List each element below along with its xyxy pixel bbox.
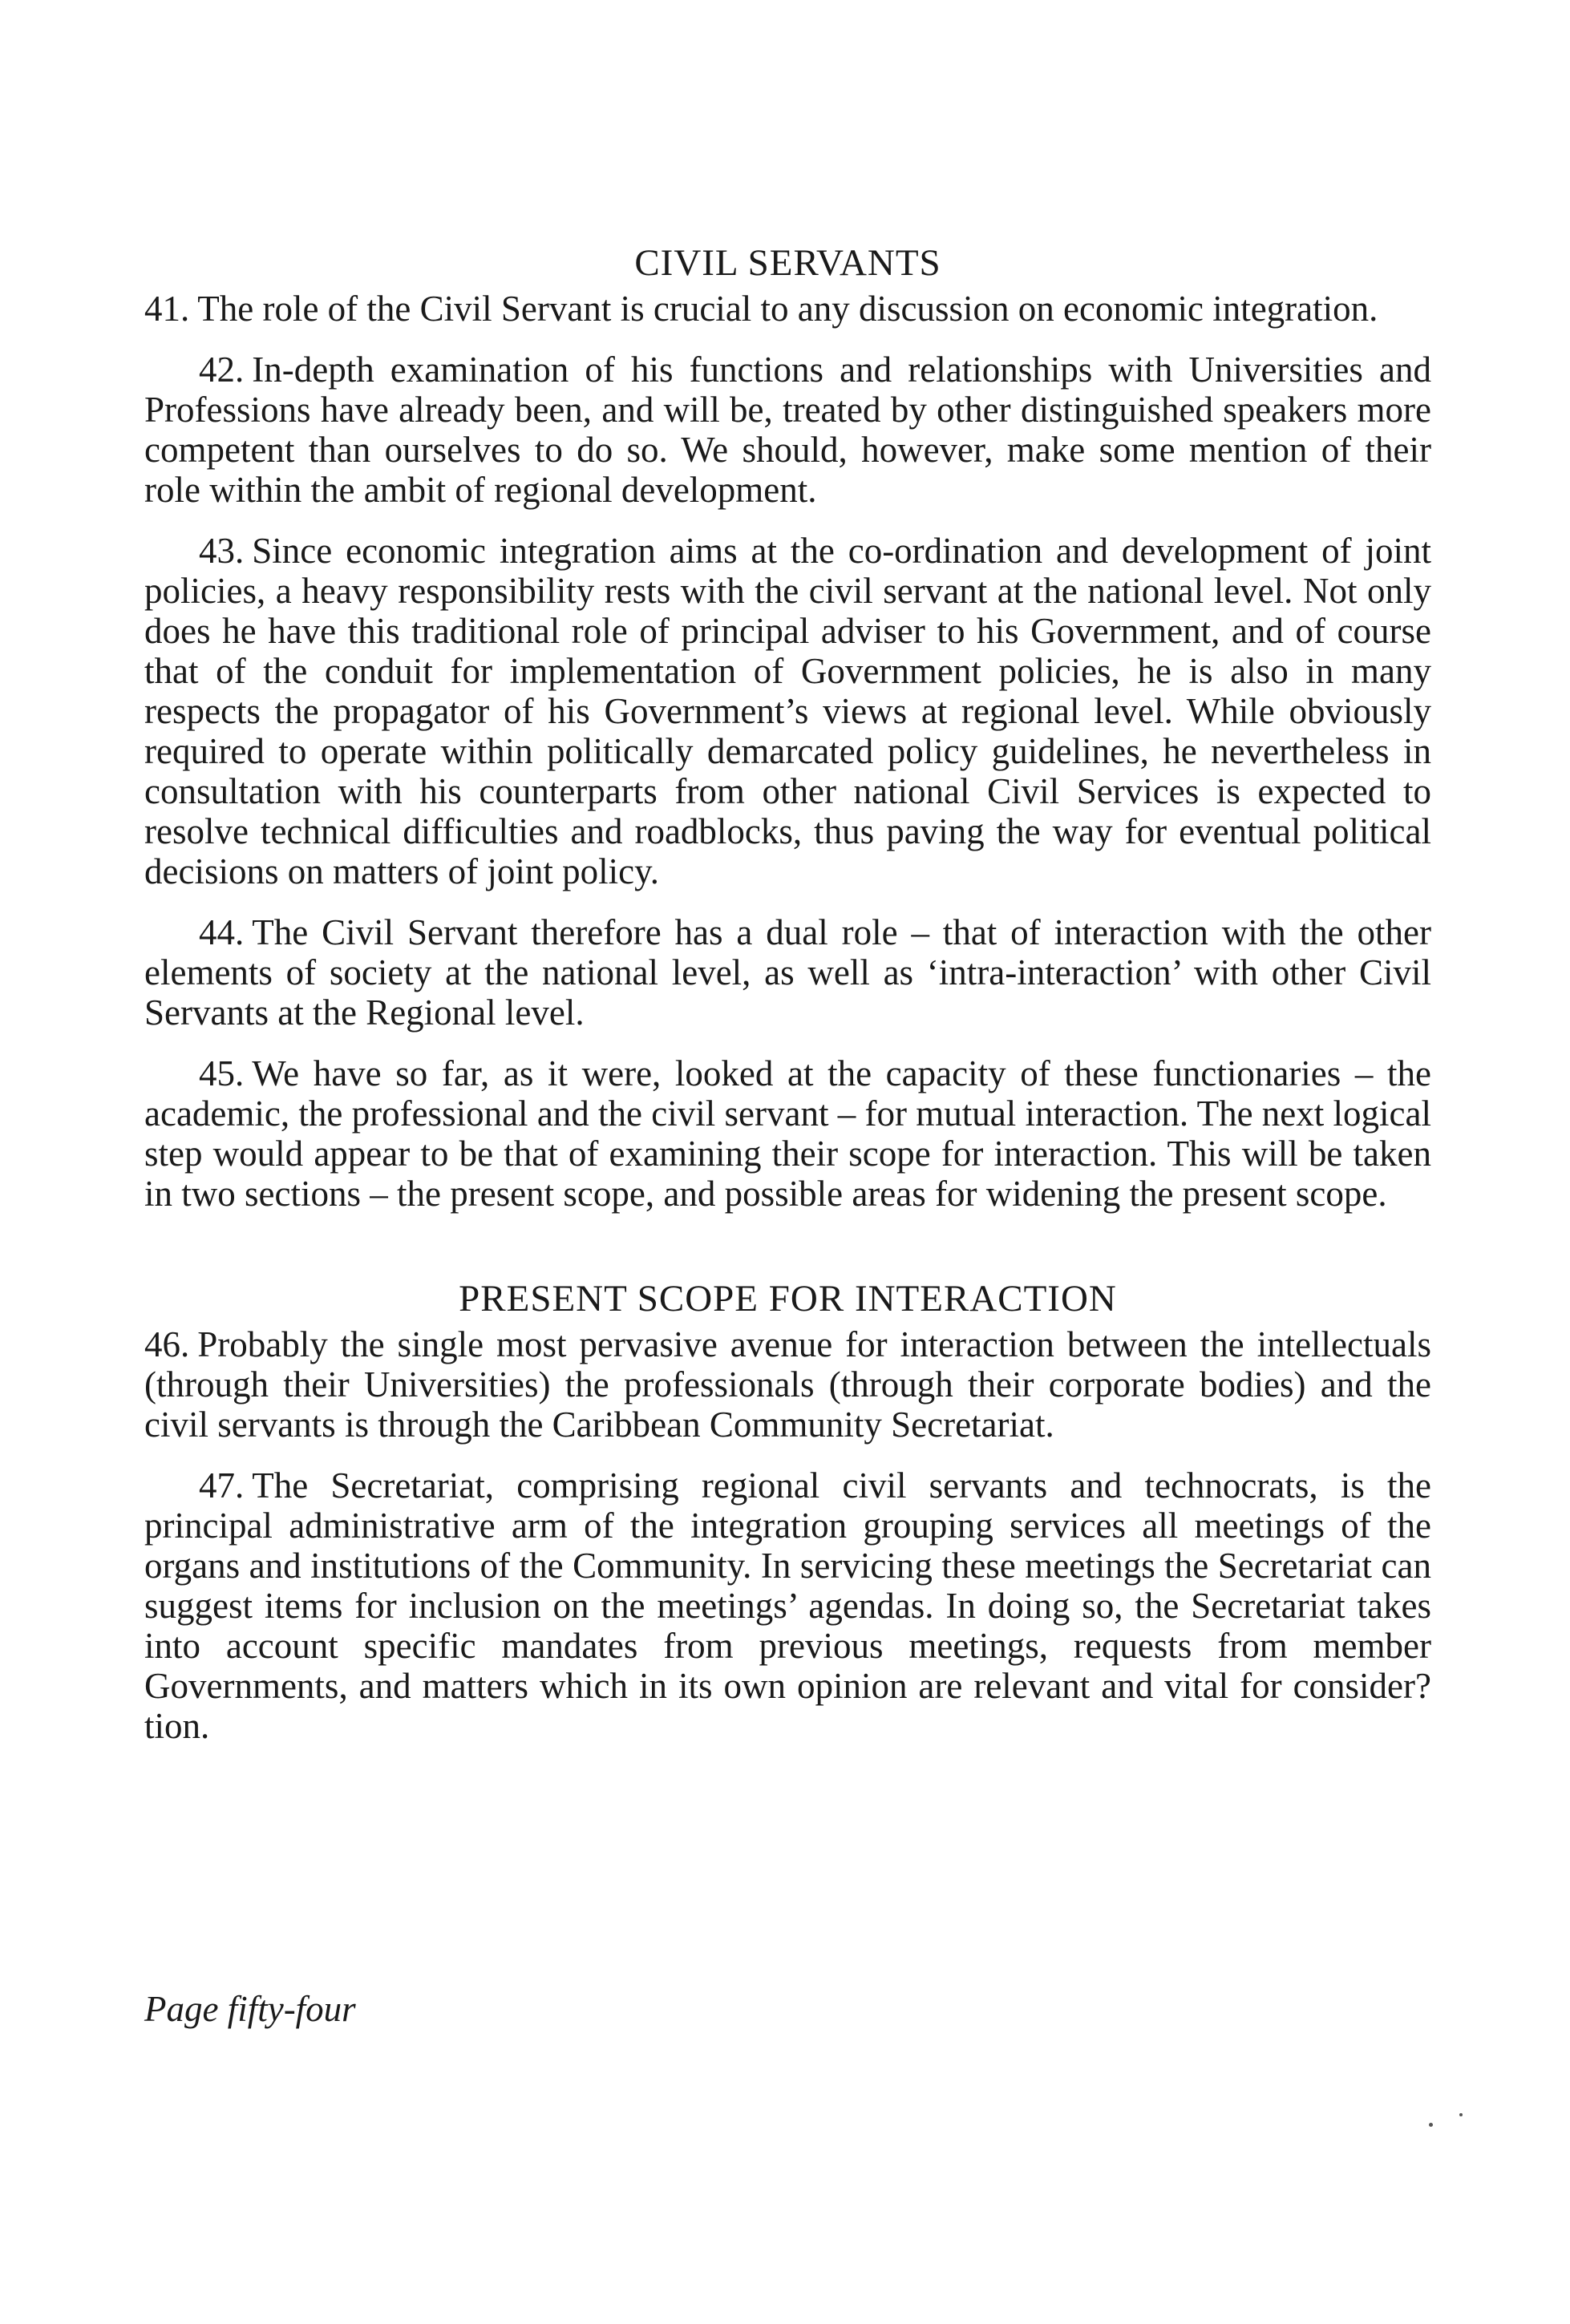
paragraph-44 xyxy=(144,912,1431,1033)
print-speck xyxy=(1429,2123,1433,2127)
page-number-label: Page fifty-four xyxy=(144,1989,356,2029)
paragraph-number: 42. xyxy=(199,350,245,390)
paragraph-42 xyxy=(144,350,1431,510)
paragraph-text: Since economic integration aims at the co-ordination and development of joint policies, a heavy responsibility rests with the civil servant at the national level. Not only does he have this traditional role of principal adviser to his Government, and of course that of the conduit for implementation of Government policies, he is also in many respects the propagator of his Government’s views at regional level. While obviously required to operate within politically demarcated policy guidelines, he nevertheless in consultation with his counterparts from other national Civil Services is expected to resolve technical difficulties and roadblocks, thus paving the way for eventual political decisions on matters of joint policy. xyxy=(144,531,1431,891)
paragraph-number: 43. xyxy=(199,531,245,571)
paragraph-text: The Secretariat, comprising regional civil servants and technocrats, is the principal administrative arm of the integration grouping services all meetings of the organs and institutions of the Community. In servicing these meetings the Secretariat can suggest items for inclusion on the meetings’ agendas. In doing so, the Secretariat takes into account specific mandates from previous meetings, requests from member Governments, and matters which in its own opinion are relevant and vital for consider?tion. xyxy=(144,1465,1431,1746)
paragraph-number: 41. xyxy=(144,289,190,329)
paragraph-46 xyxy=(144,1324,1431,1445)
paragraph-45 xyxy=(144,1053,1431,1214)
paragraph-41 xyxy=(144,289,1431,329)
paragraph-text: The role of the Civil Servant is crucial to any discussion on economic integration. xyxy=(197,289,1378,329)
section-heading-civil-servants: CIVIL SERVANTS xyxy=(634,242,941,284)
paragraph-text: We have so far, as it were, looked at the capacity of these functionaries – the academic, the professional and the civil servant – for mutual interaction. The next logical step would appear to be that of examining their scope for interaction. This will be taken in two sections – the present scope, and possible areas for widening the present scope. xyxy=(144,1053,1431,1214)
paragraph-number: 45. xyxy=(199,1053,245,1093)
paragraph-text: The Civil Servant therefore has a dual role – that of interaction with the other elements of society at the national level, as well as ‘intra-interaction’ with other Civil Servants at the Regional level. xyxy=(144,912,1431,1033)
print-speck xyxy=(1459,2113,1463,2116)
paragraph-number: 44. xyxy=(199,912,245,952)
paragraph-43 xyxy=(144,531,1431,891)
paragraph-47 xyxy=(144,1465,1431,1746)
paragraph-text: Probably the single most pervasive avenue for interaction between the intellectuals (through their Universities) the professionals (through their corporate bodies) and the civil servants is through the Caribbean Community Secretariat. xyxy=(144,1324,1431,1445)
paragraph-number: 46. xyxy=(144,1324,190,1364)
paragraph-text: In-depth examination of his functions and relationships with Universities and Professions have already been, and will be, treated by other distinguished speakers more competent than ourselves to do so. We should, however, make some mention of their role within the ambit of regional development. xyxy=(144,350,1431,510)
section-heading-present-scope: PRESENT SCOPE FOR INTERACTION xyxy=(459,1278,1117,1320)
page-body xyxy=(144,240,1431,1767)
paragraph-number: 47. xyxy=(199,1465,245,1506)
